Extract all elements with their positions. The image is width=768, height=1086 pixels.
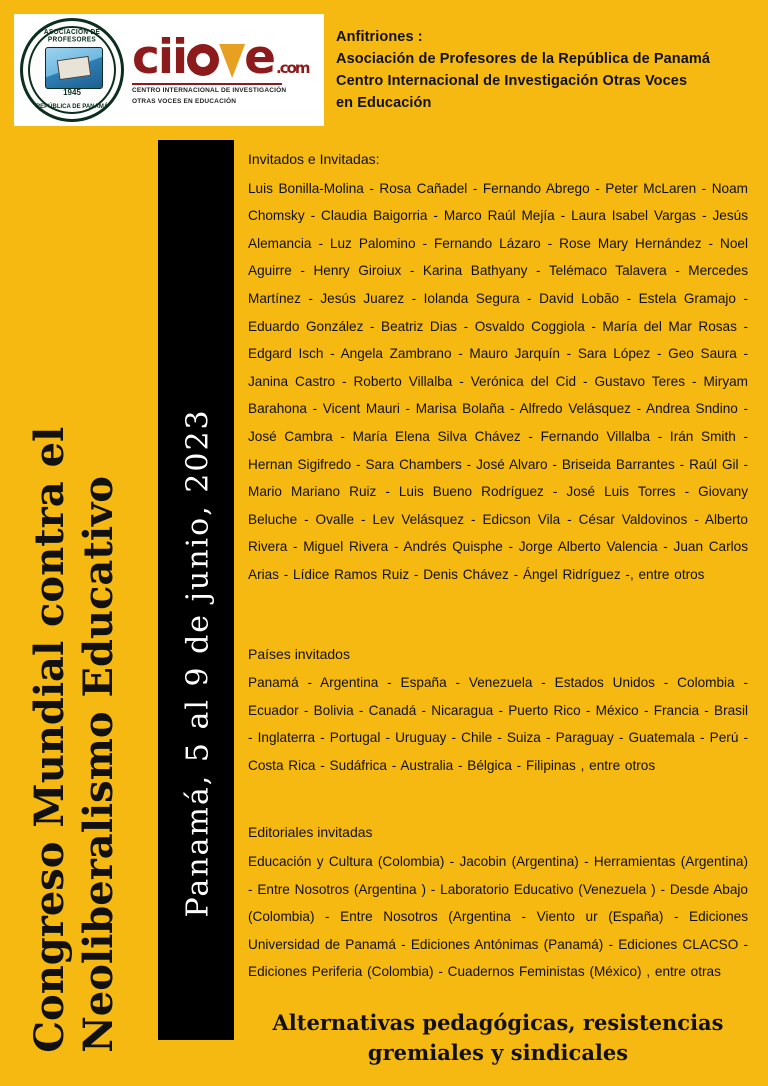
asoprof-seal-logo [20, 18, 124, 122]
host-line-2: Centro Internacional de Investigación Otras Voces [336, 73, 688, 90]
ciie-letter-e: e [244, 30, 274, 85]
host-line-1: Asociación de Profesores de la República de Panamá [336, 51, 711, 68]
poster-title [26, 119, 124, 1059]
ciie-v-triangle-icon [219, 44, 245, 78]
poster-title-line2: Neoliberalismo Educativo [75, 476, 122, 1053]
spacer-1 [248, 589, 748, 641]
hosts-label: Anfitriones : [336, 29, 423, 45]
seal-emblem-icon [45, 47, 103, 89]
seal-top-text: ASOCIACIÓN DE PROFESORES [43, 28, 101, 44]
date-location-text: Panamá, 5 al 9 de junio, 2023 [180, 408, 216, 918]
seal-year: 1945 [63, 88, 81, 97]
ciie-letters-ci: c [132, 30, 158, 85]
host-line-3: en Educación [336, 95, 432, 112]
date-band [158, 140, 234, 1040]
ciie-letters-ii: ii [157, 30, 187, 85]
publishers-heading: Editoriales invitadas [248, 824, 373, 841]
poster-title-line1: Congreso Mundial contra el [26, 426, 74, 1053]
publishers-list: Educación y Cultura (Colombia) - Jacobin (Argentina) - Herramientas (Argentina) - Entre Nosotros (Argentina ) - Laboratorio Educativo (Venezuela ) - Desde Abajo (Colombia) - Entre Nosotros (Argentina - Viento ur (España) - Ediciones Universidad de Panamá - Ediciones Antónimas (Panamá) - Ediciones CLACSO - Ediciones Periferia (Colombia) - Cuadernos Feministas (México) , entre otras [248, 854, 748, 980]
ciie-domain-suffix: .com [276, 59, 309, 77]
hosts-block [336, 26, 756, 114]
ciie-o-dot-icon [187, 44, 219, 76]
guests-heading: Invitados e Invitadas: [248, 151, 380, 167]
guests-list: Luis Bonilla-Molina - Rosa Cañadel - Fernando Abrego - Peter McLaren - Noam Chomsky - Claudia Baigorria - Marco Raúl Mejía - Laura Isabel Vargas - Jesús Alemancia - Luz Palomino - Fernando Lázaro - Rose Mary Hernández - Noel Aguirre - Henry Giroiux - Karina Bathyany - Telémaco Talavera - Mercedes Martínez - Jesús Juarez - Iolanda Segura - David Lobão - Estela Gramajo - Eduardo González - Beatriz Dias - Osvaldo Coggiola - María del Mar Rosas - Edgard Isch - Angela Zambrano - Mauro Jarquín - Sara López - Geo Saura - Janina Castro - Roberto Villalba - Verónica del Cid - Gustavo Teres - Miryam Barahona - Vicent Mauri - Marisa Bolaña - Alfredo Velásquez - Andrea Sndino - José Cambra - María Elena Silva Chávez - Fernando Villalba - Irán Smith - Hernan Sigifredo - Sara Chambers - José Alvaro - Briseida Barrantes - Raúl Gil - Mario Mariano Ruiz - Luis Bueno Rodríguez - José Luis Torres - Giovany Beluche - Ovalle - Lev Velásquez - Edicson Vila - César Valdovinos - Alberto Rivera - Miguel Rivera - Andrés Quisphe - Jorge Alberto Valencia - Juan Carlos Arias - Lídice Ramos Ruiz - Denis Chávez - Ángel Ridríguez -, entre otros [248, 180, 748, 582]
spacer-2 [248, 779, 748, 819]
ciie-wordmark [132, 30, 318, 85]
closing-line-2: gremiales y sindicales [367, 1040, 629, 1066]
content-column [248, 146, 748, 1069]
closing-line-1: Alternativas pedagógicas, resistencias [272, 1010, 724, 1036]
closing-statement [248, 1008, 748, 1069]
ciie-logo [132, 18, 318, 122]
ciie-subtitle-line1: CENTRO INTERNACIONAL DE INVESTIGACIÓN [132, 87, 287, 94]
countries-heading: Países invitados [248, 645, 350, 662]
title-area [0, 140, 160, 1086]
countries-list: Panamá - Argentina - España - Venezuela - Estados Unidos - Colombia - Ecuador - Bolivia - Canadá - Nicaragua - Puerto Rico - México - Francia - Brasil - Inglaterra - Portugal - Uruguay - Chile - Suiza - Paraguay - Guatemala - Perú - Costa Rica - Sudáfrica - Australia - Bélgica - Filipinas , entre otros [248, 675, 748, 773]
logos-container [14, 14, 324, 126]
ciie-subtitle-line2: OTRAS VOCES EN EDUCACIÓN [132, 97, 237, 105]
seal-bottom-text: REPÚBLICA DE PANAMÁ [35, 104, 109, 110]
